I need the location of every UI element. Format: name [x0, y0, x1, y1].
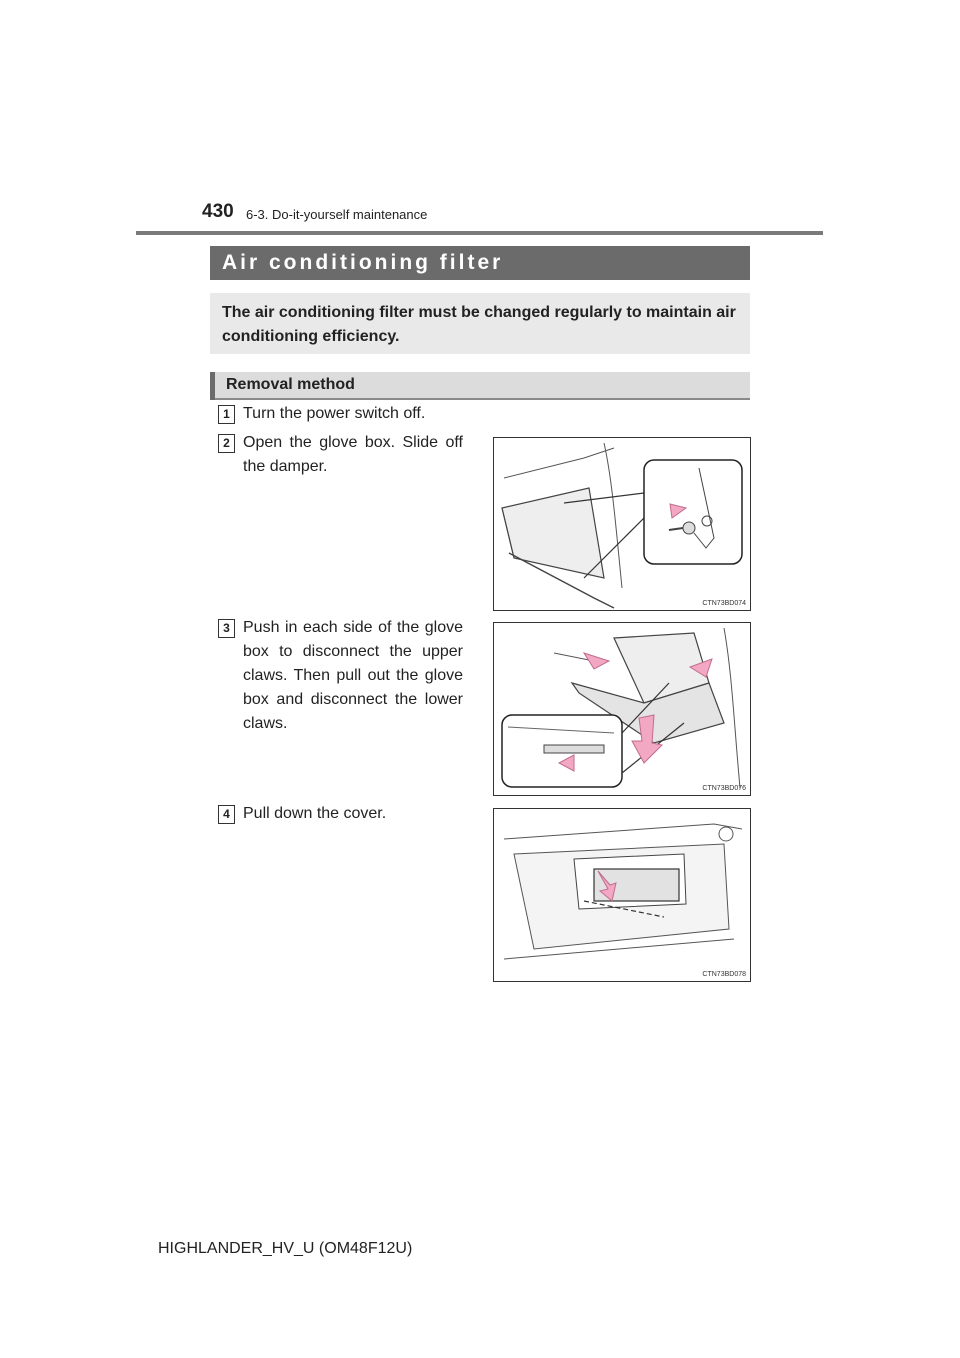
page-number: 430	[202, 201, 234, 222]
illustration-glove-box	[493, 622, 751, 796]
step-text-1: Turn the power switch off.	[243, 405, 426, 422]
subheading-bar	[210, 372, 750, 400]
figure-code-4: CTN73BD078	[702, 971, 746, 978]
figure-code-3: CTN73BD076	[702, 785, 746, 792]
intro-text: The air conditioning filter must be changed regularly to maintain air conditioning efficiency.	[222, 304, 736, 345]
illustration-cover	[493, 808, 751, 982]
header-rule	[136, 231, 823, 235]
footer-model: HIGHLANDER_HV_U (OM48F12U)	[158, 1240, 413, 1257]
step-text-2: Open the glove box. Slide off the damper.	[243, 434, 463, 475]
figure-code-2: CTN73BD074	[702, 600, 746, 607]
title-bar	[210, 246, 750, 280]
page-title: Air conditioning filter	[222, 251, 504, 274]
step-number-2: 2	[218, 434, 235, 453]
step-number-1: 1	[218, 405, 235, 424]
step-number-4: 4	[218, 805, 235, 824]
step-number-3: 3	[218, 619, 235, 638]
section-title: 6-3. Do-it-yourself maintenance	[246, 207, 428, 222]
step-text-4: Pull down the cover.	[243, 805, 387, 822]
step-text-3: Push in each side of the glove box to disconnect the upper claws. Then pull out the glove box and disconnect the lower claws.	[243, 619, 463, 732]
intro-box	[210, 293, 750, 354]
subheading: Removal method	[226, 376, 355, 393]
illustration-damper	[493, 437, 751, 611]
